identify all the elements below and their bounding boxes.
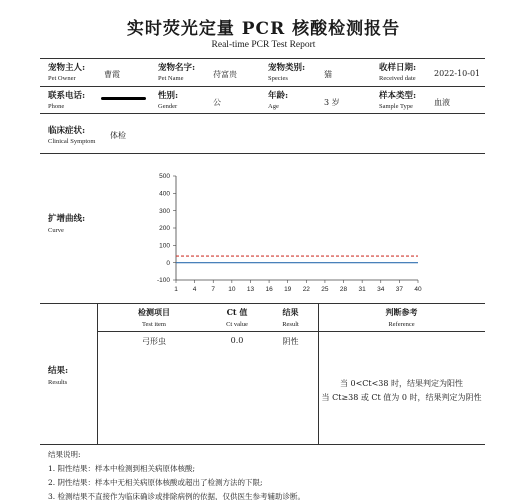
col-subheader-test-item: Test item — [142, 321, 166, 328]
reference-positive-rule: 当 0<Ct<38 时，结果判定为阳性 — [339, 379, 464, 388]
info-row-divider — [40, 86, 485, 87]
y-tick-label: 100 — [159, 242, 170, 250]
y-tick-label: 200 — [159, 225, 170, 233]
symptom-label: 临床症状: — [48, 126, 86, 136]
x-tick-label: 10 — [228, 286, 236, 293]
x-tick-label: 34 — [377, 286, 385, 293]
y-tick-label: 0 — [166, 259, 170, 267]
pet-name-label: 宠物名字: — [158, 63, 196, 73]
col-subheader-reference: Reference — [388, 321, 415, 328]
notes-heading: 结果说明: — [48, 450, 81, 459]
results-bottom-border — [40, 444, 485, 445]
received-date-value: 2022-10-01 — [434, 69, 481, 78]
x-tick-label: 28 — [339, 286, 348, 293]
curve-label: 扩增曲线: — [48, 214, 86, 224]
age-label: 年龄: — [268, 91, 289, 101]
symptom-bottom-border — [40, 153, 485, 154]
report-subtitle: Real-time PCR Test Report — [211, 40, 316, 50]
owner-value: 曹霞 — [104, 70, 120, 79]
x-tick-label: 16 — [265, 286, 273, 293]
x-tick-label: 31 — [358, 286, 366, 293]
result-ct-value: 0.0 — [230, 336, 244, 345]
species-value: 猫 — [324, 70, 332, 79]
results-label: 结果: — [48, 366, 69, 376]
owner-sublabel: Pet Owner — [48, 75, 76, 82]
gender-label: 性别: — [158, 91, 179, 101]
received-date-label: 收样日期: — [379, 63, 417, 73]
y-tick-label: 300 — [159, 207, 170, 215]
result-test-item: 弓形虫 — [142, 337, 166, 346]
col-header-test-item: 检测项目 — [138, 307, 170, 317]
x-tick-label: 25 — [321, 286, 329, 293]
notes-line-3: 3. 检测结果不直接作为临床确诊或排除病例的依据，仅供医生参考辅助诊断。 — [48, 492, 306, 500]
results-sublabel: Results — [48, 379, 68, 386]
pet-name-sublabel: Pet Name — [158, 75, 184, 82]
sample-type-label: 样本类型: — [379, 91, 417, 101]
age-value: 3 岁 — [324, 98, 340, 107]
sample-type-value: 血液 — [434, 98, 450, 107]
phone-sublabel: Phone — [48, 103, 65, 110]
y-tick-label: 400 — [159, 190, 170, 198]
sample-type-sublabel: Sample Type — [379, 103, 413, 110]
symptom-value: 体检 — [110, 131, 126, 140]
curve-sublabel: Curve — [48, 227, 64, 234]
gender-value: 公 — [213, 98, 221, 107]
x-tick-label: 13 — [246, 286, 255, 293]
table-top-border — [40, 58, 485, 59]
curve-bottom-border — [40, 303, 485, 304]
x-tick-label: 4 — [192, 286, 197, 293]
col-subheader-result: Result — [282, 321, 299, 328]
reference-negative-rule: 当 Ct≥38 或 Ct 值为 0 时，结果判定为阴性 — [321, 393, 482, 402]
received-date-sublabel: Received date — [379, 75, 416, 82]
species-sublabel: Species — [268, 75, 288, 82]
symptom-sublabel: Clinical Symptom — [48, 138, 96, 145]
col-header-result: 结果 — [282, 307, 299, 317]
gender-sublabel: Gender — [158, 103, 178, 110]
x-tick-label: 37 — [395, 286, 404, 293]
species-label: 宠物类别: — [268, 63, 306, 73]
x-tick-label: 19 — [284, 286, 292, 293]
notes-line-2: 2. 阴性结果：样本中无相关病原体核酸或超出了检测方法的下限; — [48, 478, 263, 487]
pet-name-value: 苻富贵 — [213, 70, 237, 79]
result-outcome: 阴性 — [282, 337, 299, 346]
info-bottom-border — [40, 113, 485, 114]
x-tick-label: 1 — [174, 286, 178, 293]
col-header-ct-value: Ct 值 — [226, 307, 248, 317]
phone-redaction-mark — [101, 97, 146, 100]
y-tick-label: -100 — [156, 277, 170, 285]
col-header-reference: 判断参考 — [385, 307, 418, 317]
x-tick-label: 40 — [414, 286, 422, 293]
amplification-curve-chart — [140, 168, 430, 298]
notes-line-1: 1. 阳性结果：样本中检测到相关病原体核酸; — [48, 464, 196, 473]
x-tick-label: 22 — [302, 286, 310, 293]
owner-label: 宠物主人: — [48, 63, 86, 73]
age-sublabel: Age — [268, 103, 279, 110]
results-header-border — [97, 331, 485, 332]
x-tick-label: 7 — [211, 286, 216, 293]
y-tick-label: 500 — [159, 173, 170, 181]
report-title: 实时荧光定量 PCR 核酸检测报告 — [126, 19, 401, 39]
col-subheader-ct-value: Ct value — [226, 321, 248, 328]
phone-label: 联系电话: — [48, 91, 86, 101]
